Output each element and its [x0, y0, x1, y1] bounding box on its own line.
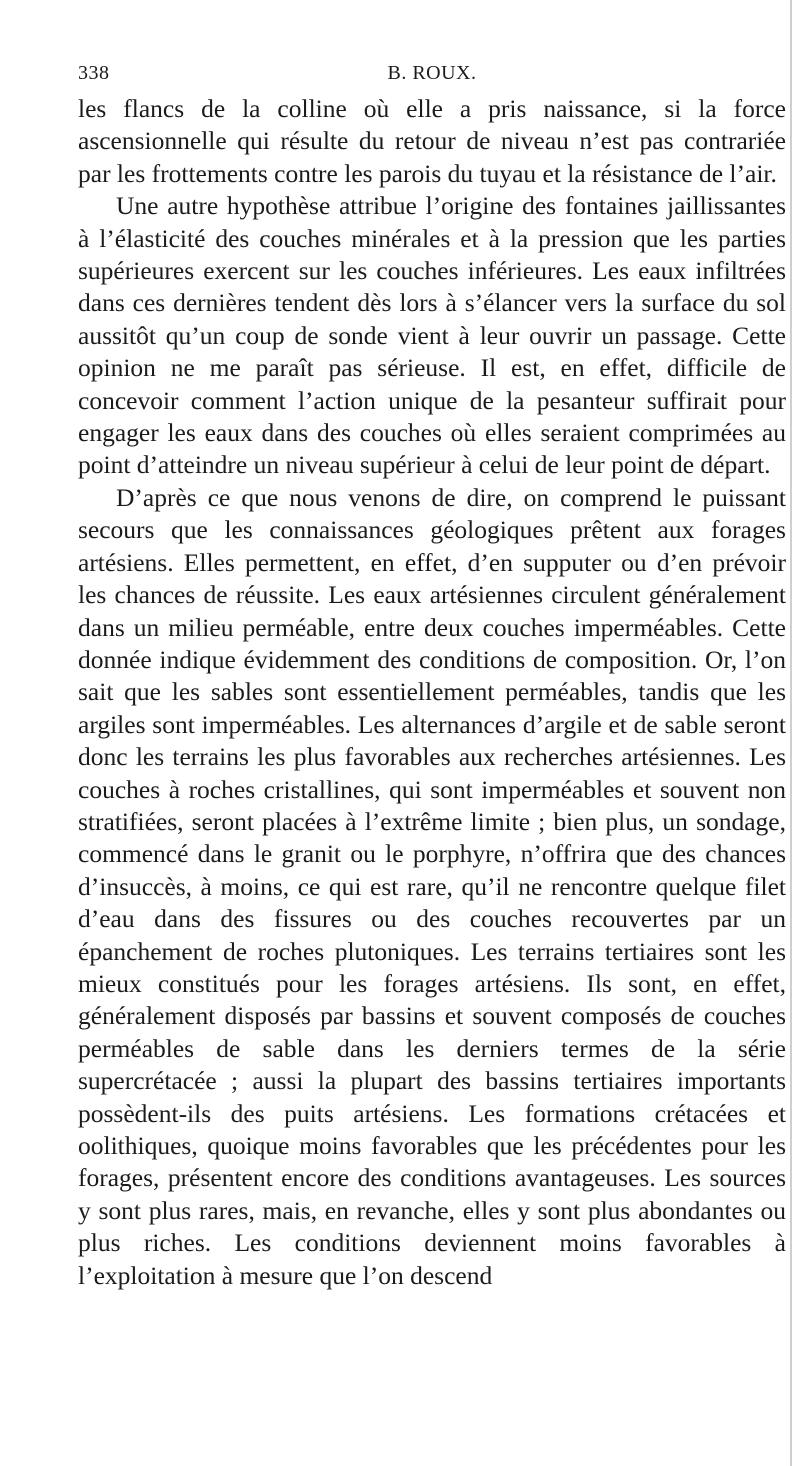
running-title: B. ROUX. — [387, 62, 477, 84]
page-number: 338 — [78, 62, 110, 84]
paragraph: D’après ce que nous venons de dire, on comprend le puissant secours que les connaissances géologiques prêtent aux forages artésiens. Elles permettent, en effet, d’en supputer ou d’en prévoir les chances de réussite. Les eaux artésiennes circulent généralement dans un milieu perméable, entre deux couches imperméables. Cette donnée indique évidemment des conditions de composition. Or, l’on sait que les sables sont essentiellement perméables, tandis que les argiles sont imperméables. Les alternances d’argile et de sable seront donc les terrains les plus favorables aux recherches artésiennes. Les couches à roches cristallines, qui sont imperméables et souvent non stratifiées, seront placées à l’extrême limite ; bien plus, un sondage, commencé dans le granit ou le porphyre, n’offrira que des chances d’insuccès, à moins, ce qui est rare, qu’il ne rencontre quelque filet d’eau dans des fissures ou des couches recouvertes par un épanchement de roches plutoniques. Les terrains tertiaires sont les mieux constitués pour les forages artésiens. Ils sont, en effet, généralement disposés par bassins et souvent composés de couches perméables de sable dans les derniers termes de la série supercrétacée ; aussi la plupart des bassins tertiaires importants possèdent-ils des puits artésiens. Les formations crétacées et oolithiques, quoique moins favorables que les précédentes pour les forages, présentent encore des conditions avantageuses. Les sources y sont plus rares, mais, en revanche, elles y sont plus abondantes ou plus riches. Les conditions deviennent moins favorables à l’exploitation à mesure que l’on descend — [78, 482, 786, 1290]
paragraph: Une autre hypothèse attribue l’origine des fontaines jaillissantes à l’élasticité des couches minérales et à la pression que les parties supérieures exercent sur les couches inférieures. Les eaux infiltrées dans ces dernières tendent dès lors à s’élancer vers la surface du sol aussitôt qu’un coup de sonde vient à leur ouvrir un passage. Cette opinion ne me paraît pas sérieuse. Il est, en effet, difficile de concevoir comment l’action unique de la pesanteur suffirait pour engager les eaux dans des couches où elles seraient comprimées au point d’atteindre un niveau supérieur à celui de leur point de départ. — [78, 191, 786, 480]
paragraph: les flancs de la colline où elle a pris naissance, si la force ascensionnelle qui résulte du retour de niveau n’est pas contrariée par les frottements contre les parois du tuyau et la résistance de l’air. — [78, 94, 786, 188]
running-header — [78, 62, 786, 90]
body-text — [78, 93, 786, 1292]
page-edge-shadow — [790, 0, 792, 1466]
